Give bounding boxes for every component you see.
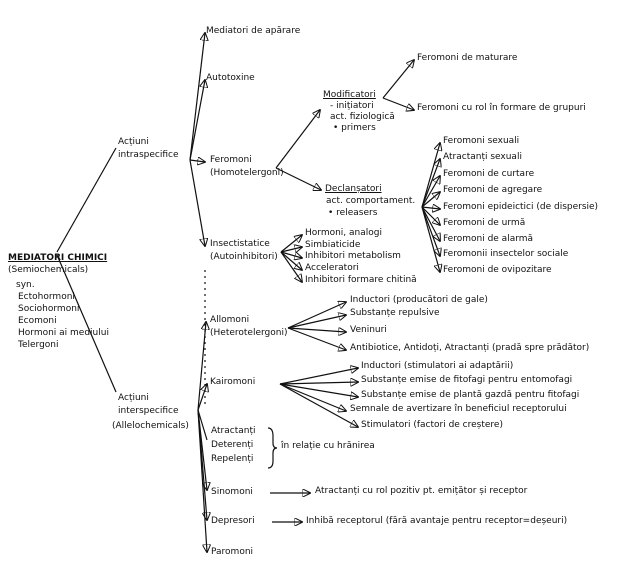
interspecific-label: interspecifice xyxy=(118,406,179,416)
depresori-target: Inhibă receptorul (fără avantaje pentru receptor=deșeuri) xyxy=(306,516,568,526)
edge-intra-aparare xyxy=(190,33,205,160)
node-insectistatice-sub: (Autoinhibitori) xyxy=(210,252,278,262)
edge-declansatori-fan xyxy=(422,143,440,272)
insectistatice-item: Inhibitori formare chitină xyxy=(305,275,417,285)
node-insectistatice: Insectistatice xyxy=(210,239,270,249)
insectistatice-item: Acceleratori xyxy=(305,263,359,273)
node-alomoni: Allomoni xyxy=(210,315,250,325)
modificatori-item: Feromoni cu rol în formare de grupuri xyxy=(417,103,586,113)
edge-root-intra xyxy=(57,148,116,252)
edge-feromoni-modificatori xyxy=(276,110,320,168)
kairomoni-item: Stimulatori (factori de creștere) xyxy=(361,420,503,430)
kairomoni-item: Inductori (stimulatori ai adaptării) xyxy=(361,361,514,371)
node-feromoni: Feromoni xyxy=(210,155,252,165)
synonym-item: Telergoni xyxy=(18,340,59,350)
edge-root-inter xyxy=(57,255,116,392)
edge-kairomoni-fan xyxy=(280,368,358,427)
node-sinomoni: Sinomoni xyxy=(211,487,253,497)
node-autotoxine: Autotoxine xyxy=(206,73,255,83)
edge-intra-feromoni xyxy=(190,160,205,162)
insectistatice-item: Inhibitori metabolism xyxy=(305,251,401,261)
kairomoni-item: Substanțe emise de plantă gazdă pentru fitofagi xyxy=(361,390,580,400)
alomoni-item: Antibiotice, Antidoți, Atractanți (pradă spre prădător) xyxy=(350,343,590,353)
declansatori-sub: act. comportament. xyxy=(326,196,416,206)
synonym-item: Ectohormoni xyxy=(18,292,75,302)
edge-alomoni-fan xyxy=(288,302,346,350)
alomoni-item: Inductori (producători de gale) xyxy=(350,295,488,305)
intraspecific-label: intraspecifice xyxy=(118,150,179,160)
node-alomoni-sub: (Heterotelergoni) xyxy=(210,328,288,338)
node-depresori: Depresori xyxy=(211,516,255,526)
synonym-item: Hormoni ai mediului xyxy=(18,328,109,338)
declansatori-item: Feromoni sexuali xyxy=(443,136,520,146)
kairomoni-item: Substanțe emise de fitofagi pentru entomofagi xyxy=(361,375,573,385)
root-title: MEDIATORI CHIMICI xyxy=(8,253,108,263)
declansatori-sub: • releasers xyxy=(328,208,378,218)
hranire-note: în relație cu hrănirea xyxy=(281,441,375,451)
declansatori-item: Feromoni de agregare xyxy=(443,185,543,195)
hranire-item: Repelenți xyxy=(211,454,254,464)
edge-modif-grupuri xyxy=(383,98,414,110)
node-paromoni: Paromoni xyxy=(211,547,254,557)
node-modificatori: Modificatori xyxy=(323,90,376,100)
interspecific-label: (Allelochemicals) xyxy=(112,421,189,431)
edge-insectistatice-fan xyxy=(281,235,302,282)
insectistatice-item: Simbiaticide xyxy=(305,240,361,250)
node-feromoni-sub: (Homotelergoni) xyxy=(210,168,284,178)
alomoni-item: Veninuri xyxy=(350,325,387,335)
intraspecific-label: Acțiuni xyxy=(118,137,149,147)
modificatori-sub: act. fiziologică xyxy=(330,112,395,122)
interspecific-label: Acțiuni xyxy=(118,393,149,403)
node-kairomoni: Kairomoni xyxy=(210,377,256,387)
sinomoni-target: Atractanți cu rol pozitiv pt. emițător și receptor xyxy=(315,486,528,496)
modificatori-sub: - inițiatori xyxy=(330,101,374,111)
node-aparare: Mediatori de apărare xyxy=(206,26,301,36)
brace-hranire xyxy=(268,428,277,468)
modificatori-sub: • primers xyxy=(333,123,376,133)
modificatori-item: Feromoni de maturare xyxy=(417,53,518,63)
declansatori-item: Atractanți sexuali xyxy=(443,152,522,162)
root-subtitle: (Semiochemicals) xyxy=(8,265,89,275)
edge-modif-maturare xyxy=(383,60,414,98)
synonym-item: Ecomoni xyxy=(18,316,57,326)
root-syn-label: syn. xyxy=(16,280,35,290)
alomoni-item: Substanțe repulsive xyxy=(350,308,440,318)
hranire-item: Atractanți xyxy=(211,426,256,436)
node-declansatori: Declanșatori xyxy=(325,184,382,194)
declansatori-item: Feromoni de ovipozitare xyxy=(443,265,552,275)
declansatori-item: Feromoni de urmă xyxy=(443,218,526,228)
declansatori-item: Feromoni epideictici (de dispersie) xyxy=(443,202,599,212)
insectistatice-item: Hormoni, analogi xyxy=(305,228,382,238)
declansatori-item: Feromoni de curtare xyxy=(443,169,535,179)
kairomoni-item: Semnale de avertizare în beneficiul receptorului xyxy=(350,404,567,414)
declansatori-item: Feromonii insectelor sociale xyxy=(443,249,569,259)
hranire-item: Deterenți xyxy=(211,440,254,450)
edge-intra-insectistatice xyxy=(190,160,205,246)
declansatori-item: Feromoni de alarmă xyxy=(443,234,534,244)
synonym-item: Sociohormoni xyxy=(18,304,80,314)
